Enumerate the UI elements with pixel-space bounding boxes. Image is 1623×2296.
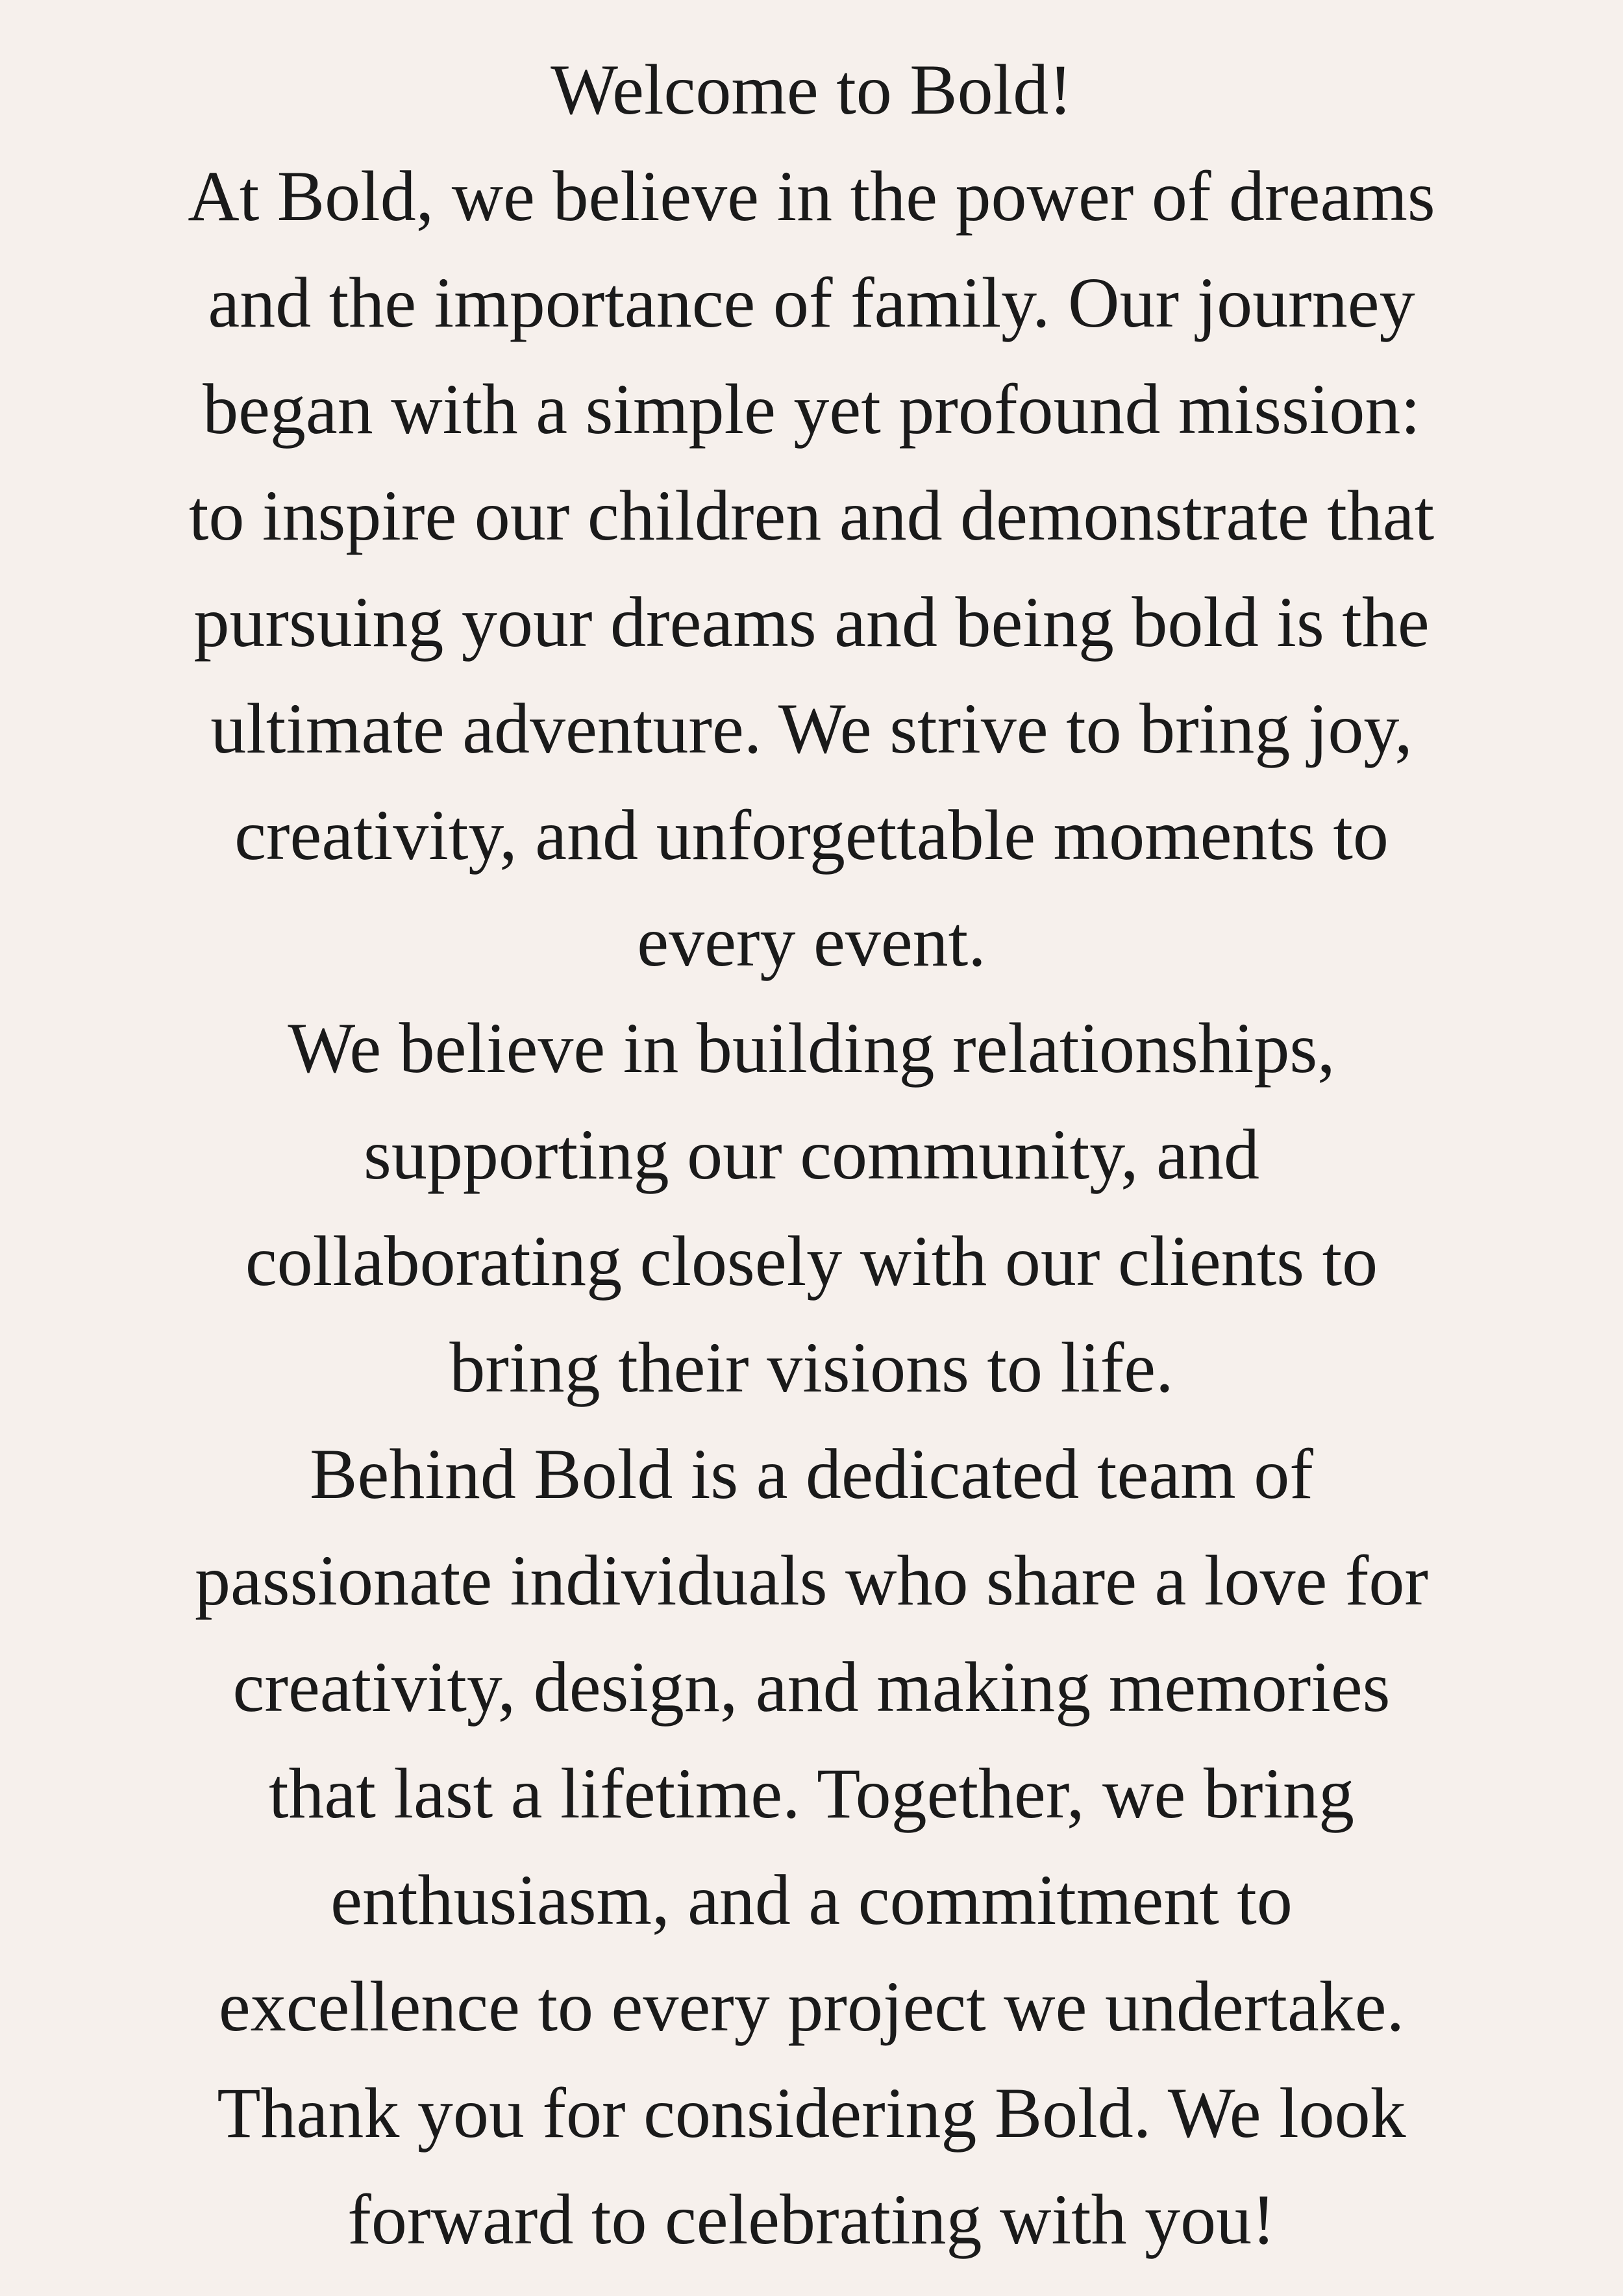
text-line: to inspire our children and demonstrate that bbox=[188, 476, 1435, 555]
text-line: collaborating closely with our clients to bbox=[245, 1221, 1378, 1301]
text-line: Thank you for considering Bold. We look bbox=[217, 2073, 1406, 2152]
text-line: and the importance of family. Our journey bbox=[208, 263, 1415, 342]
text-line: began with a simple yet profound mission: bbox=[203, 369, 1420, 449]
text-line: forward to celebrating with you! bbox=[347, 2180, 1276, 2259]
text-line: Behind Bold is a dedicated team of bbox=[310, 1434, 1313, 1514]
about-text-block bbox=[97, 36, 1526, 2273]
text-line: supporting our community, and bbox=[364, 1115, 1259, 1194]
text-line: bring their visions to life. bbox=[449, 1328, 1174, 1407]
text-line: We believe in building relationships, bbox=[288, 1008, 1335, 1088]
text-line: passionate individuals who share a love for bbox=[194, 1541, 1429, 1620]
welcome-heading: Welcome to Bold! bbox=[551, 50, 1072, 129]
text-line: excellence to every project we undertake. bbox=[218, 1967, 1405, 2046]
text-line: At Bold, we believe in the power of dreams bbox=[188, 156, 1435, 236]
text-line: enthusiasm, and a commitment to bbox=[330, 1860, 1293, 1940]
text-line: creativity, and unforgettable moments to bbox=[234, 795, 1389, 875]
text-line: creativity, design, and making memories bbox=[232, 1647, 1391, 1727]
text-line: every event. bbox=[637, 902, 986, 981]
text-line: ultimate adventure. We strive to bring joy, bbox=[210, 689, 1413, 768]
text-line: that last a lifetime. Together, we bring bbox=[268, 1754, 1355, 1833]
text-line: pursuing your dreams and being bold is the bbox=[193, 582, 1430, 662]
